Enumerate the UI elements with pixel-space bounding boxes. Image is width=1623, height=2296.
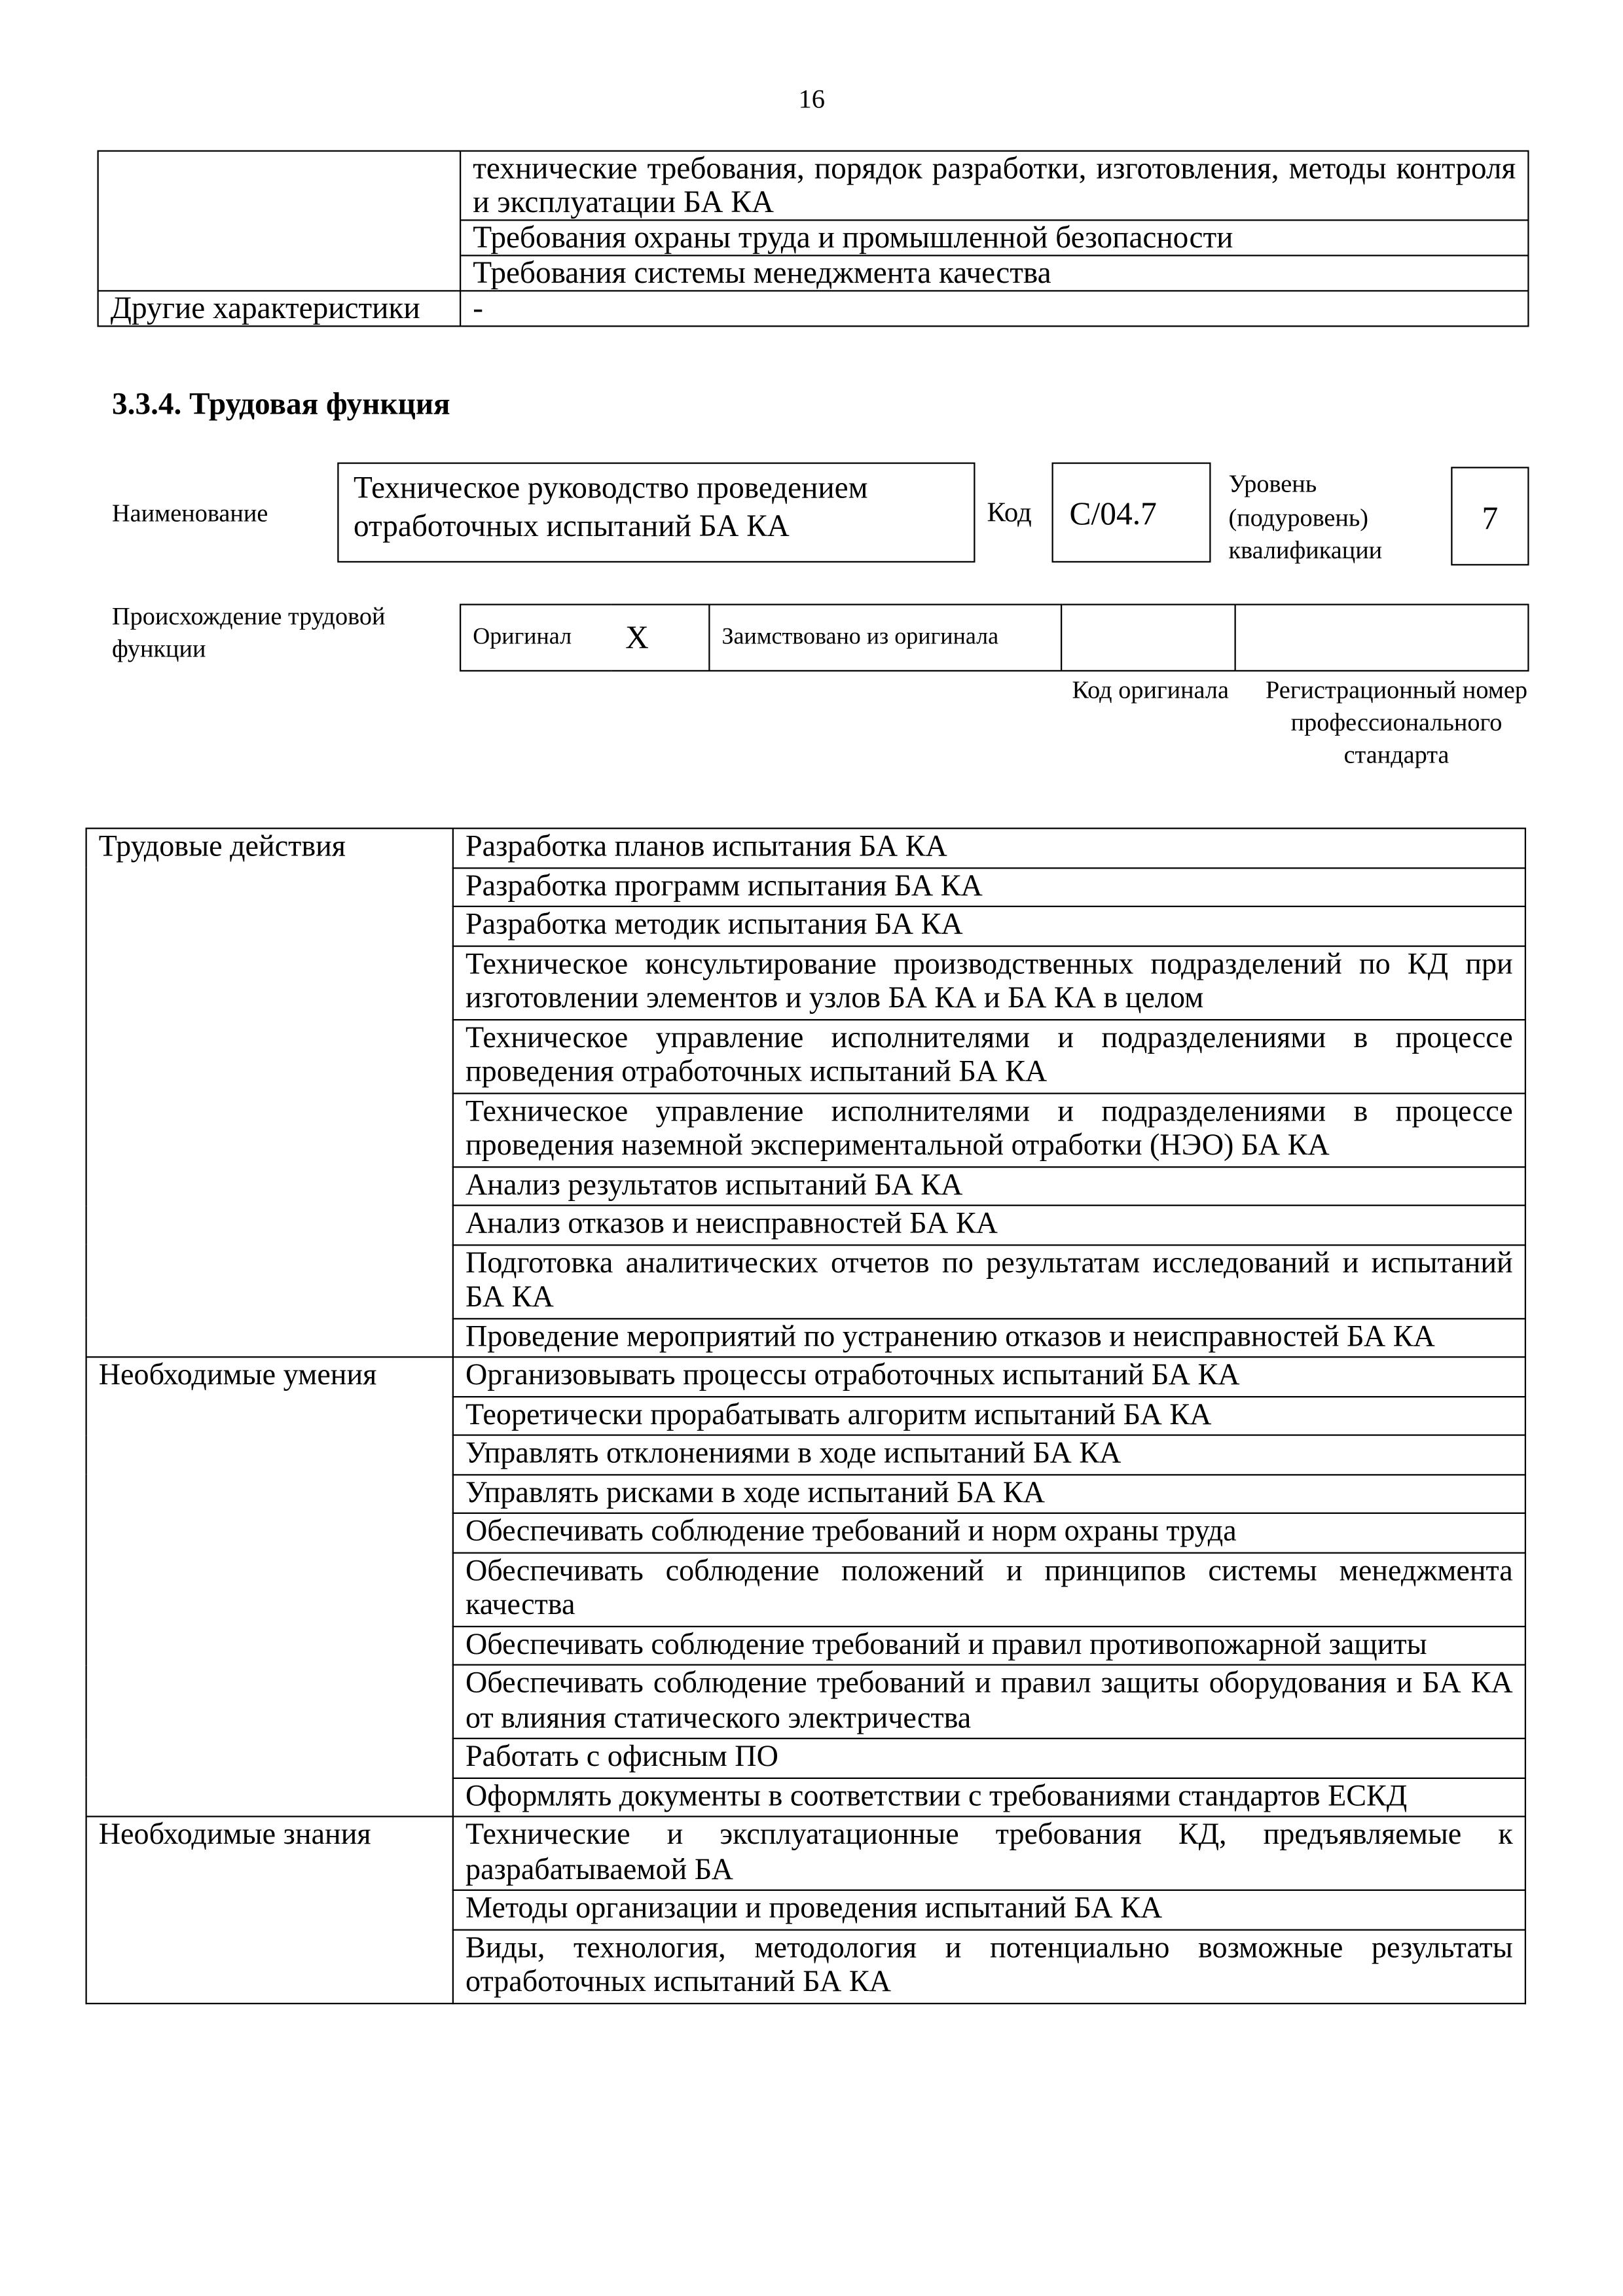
- section-label: Необходимые умения: [86, 1357, 453, 1816]
- other-characteristics-value: -: [460, 291, 1528, 326]
- other-characteristics-label: Другие характеристики: [98, 291, 461, 326]
- table-cell: Техническое управление исполнителями и подразделениями в процессе проведения наземной экспериментальной отработки (НЭО) БА КА: [453, 1093, 1525, 1167]
- table-row: [86, 829, 1525, 868]
- function-code-box: C/04.7: [1052, 463, 1211, 563]
- table-cell: технические требования, порядок разработки, изготовления, методы контроля и эксплуатации БА КА: [460, 151, 1528, 221]
- table-cell: Разработка методик испытания БА КА: [453, 906, 1525, 946]
- table-row: [86, 1357, 1525, 1396]
- registration-number-caption: Регистрационный номер профессионального стандарта: [1265, 675, 1528, 769]
- empty-label-cell: [98, 151, 461, 291]
- table-cell: Техническое консультирование производственных подразделений по КД при изготовлении элементов и узлов БА КА и БА КА в целом: [453, 946, 1525, 1020]
- table-cell: Обеспечивать соблюдение требований и правил защиты оборудования и БА КА от влияния статического электричества: [453, 1665, 1525, 1739]
- origin-label: Происхождение трудовой функции: [112, 602, 386, 663]
- table-cell: Теоретически прорабатывать алгоритм испытаний БА КА: [453, 1396, 1525, 1435]
- table-cell: Обеспечивать соблюдение положений и принципов системы менеджмента качества: [453, 1552, 1525, 1626]
- table-cell: Анализ отказов и неисправностей БА КА: [453, 1206, 1525, 1245]
- table-cell: Организовывать процессы отработочных испытаний БА КА: [453, 1357, 1525, 1396]
- table-row: [86, 1816, 1525, 1890]
- name-label: Наименование: [112, 499, 268, 528]
- table-cell: Технические и эксплуатационные требования КД, предъявляемые к разрабатываемой БА: [453, 1816, 1525, 1890]
- original-code-cell: [1061, 605, 1235, 671]
- code-label: Код: [987, 497, 1032, 529]
- origin-table: [460, 604, 1529, 672]
- registration-number-cell: [1235, 605, 1529, 671]
- qualification-level-label: Уровень (подуровень) квалификации: [1228, 469, 1383, 564]
- table-cell: Проведение мероприятий по устранению отказов и неисправностей БА КА: [453, 1318, 1525, 1357]
- table-cell: Анализ результатов испытаний БА КА: [453, 1166, 1525, 1206]
- section-label: Трудовые действия: [86, 829, 453, 1357]
- page-number: 16: [798, 84, 825, 114]
- table-cell: Требования охраны труда и промышленной безопасности: [460, 220, 1528, 255]
- section-label: Необходимые знания: [86, 1816, 453, 2003]
- table-cell: Разработка планов испытания БА КА: [453, 829, 1525, 868]
- qualification-level-box: 7: [1451, 467, 1529, 565]
- table-cell: Оформлять документы в соответствии с требованиями стандартов ЕСКД: [453, 1778, 1525, 1817]
- table-cell: Требования системы менеджмента качества: [460, 255, 1528, 291]
- table-cell: Работать с офисным ПО: [453, 1738, 1525, 1778]
- original-label: Оригинал: [460, 605, 611, 671]
- table-cell: Управлять рисками в ходе испытаний БА КА: [453, 1474, 1525, 1513]
- table-cell: Подготовка аналитических отчетов по результатам исследований и испытаний БА КА: [453, 1244, 1525, 1318]
- borrowed-label: Заимствовано из оригинала: [709, 605, 1061, 671]
- section-heading: 3.3.4. Трудовая функция: [112, 386, 450, 422]
- table-cell: Виды, технология, методология и потенциально возможные результаты отработочных испытаний БА КА: [453, 1929, 1525, 2003]
- table-cell: Обеспечивать соблюдение требований и норм охраны труда: [453, 1513, 1525, 1552]
- original-code-caption: Код оригинала: [1072, 675, 1229, 704]
- table-cell: Техническое управление исполнителями и подразделениями в процессе проведения отработочных испытаний БА КА: [453, 1019, 1525, 1093]
- original-mark: X: [611, 605, 710, 671]
- table-cell: Методы организации и проведения испытаний БА КА: [453, 1890, 1525, 1929]
- table-cell: Разработка программ испытания БА КА: [453, 867, 1525, 906]
- table-cell: Управлять отклонениями в ходе испытаний БА КА: [453, 1435, 1525, 1475]
- table-cell: Обеспечивать соблюдение требований и правил противопожарной защиты: [453, 1626, 1525, 1665]
- labor-function-table: [86, 828, 1527, 2004]
- continuation-table: [98, 151, 1529, 327]
- function-name-box: Техническое руководство проведением отработочных испытаний БА КА: [337, 463, 975, 563]
